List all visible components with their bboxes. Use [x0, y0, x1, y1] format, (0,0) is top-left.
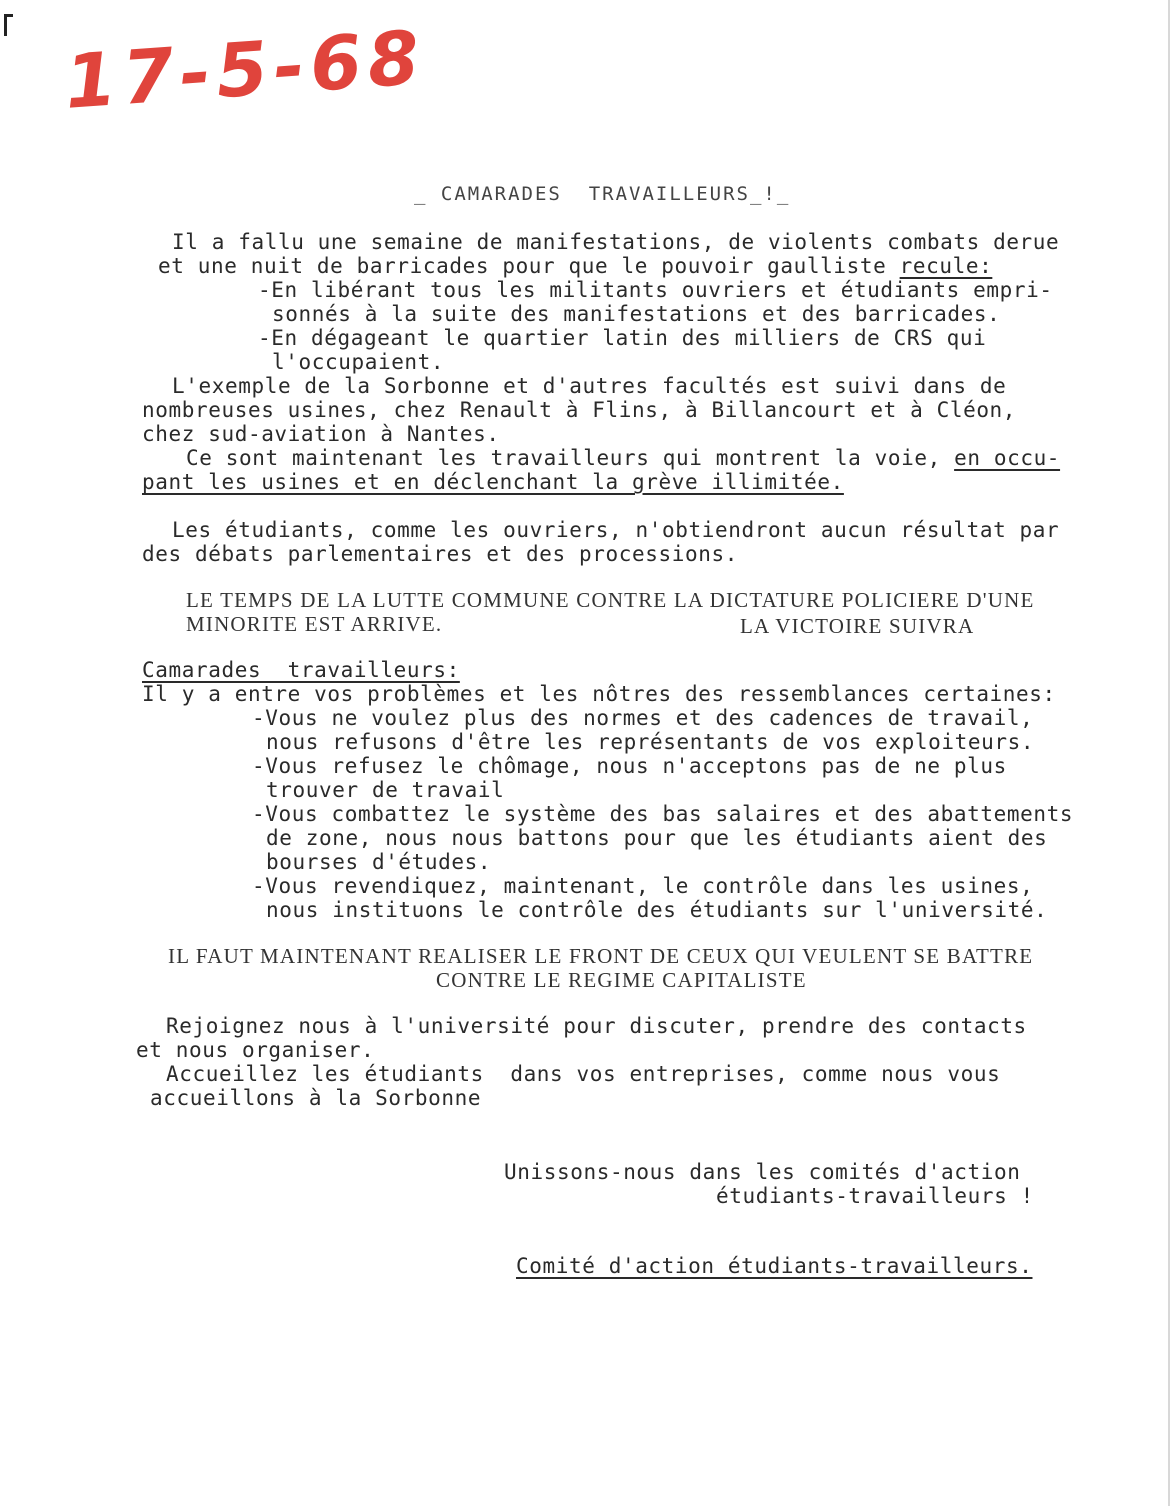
p4-intro: Il y a entre vos problèmes et les nôtres des ressemblances certaines:	[142, 682, 1056, 706]
section-heading: Camarades travailleurs:	[142, 658, 460, 682]
slogan1-line2: MINORITE EST ARRIVE.	[186, 612, 443, 636]
p5-line2: et nous organiser.	[136, 1038, 375, 1062]
occupation-underlined: en occu-	[954, 446, 1061, 470]
p2-line2: nombreuses usines, chez Renault à Flins, à Billancourt et à Cléon,	[142, 398, 1017, 422]
closing-line2: étudiants-travailleurs !	[716, 1184, 1034, 1208]
p4-bullet4-line1: -Vous revendiquez, maintenant, le contrôle dans les usines,	[252, 874, 1034, 898]
p4-bullet3-line2: de zone, nous nous battons pour que les étudiants aient des	[266, 826, 1048, 850]
p1-bullet1-line2: sonnés à la suite des manifestations et des barricades.	[272, 302, 1001, 326]
scan-corner-mark	[4, 14, 7, 36]
p2-line3: chez sud-aviation à Nantes.	[142, 422, 500, 446]
signature: Comité d'action étudiants-travailleurs.	[516, 1254, 1033, 1278]
leaflet-title: _ CAMARADES TRAVAILLEURS_!_	[414, 183, 791, 205]
p2-line4: Ce sont maintenant les travailleurs qui montrent la voie, en occu-	[186, 446, 1061, 470]
p2-line1: L'exemple de la Sorbonne et d'autres facultés est suivi dans de	[172, 374, 1007, 398]
p4-bullet2-line2: trouver de travail	[266, 778, 505, 802]
p5-line1: Rejoignez nous à l'université pour discuter, prendre des contacts	[166, 1014, 1027, 1038]
handwritten-date: 17-5-68	[62, 14, 428, 126]
p4-bullet3-line1: -Vous combattez le système des bas salaires et des abattements	[252, 802, 1074, 826]
recule-underlined: recule:	[899, 254, 993, 278]
p1-line1: Il a fallu une semaine de manifestations, de violents combats derue	[172, 230, 1060, 254]
slogan2-line1: IL FAUT MAINTENANT REALISER LE FRONT DE CEUX QUI VEULENT SE BATTRE	[168, 944, 1034, 968]
p1-bullet2-line2: l'occupaient.	[272, 350, 445, 374]
p4-bullet4-line2: nous instituons le contrôle des étudiants sur l'université.	[266, 898, 1048, 922]
p1-bullet1-line1: -En libérant tous les militants ouvriers et étudiants empri-	[258, 278, 1053, 302]
p4-bullet2-line1: -Vous refusez le chômage, nous n'acceptons pas de ne plus	[252, 754, 1007, 778]
p4-bullet3-line3: bourses d'études.	[266, 850, 492, 874]
slogan2-line2: CONTRE LE REGIME CAPITALISTE	[436, 968, 807, 992]
slogan1-line1: LE TEMPS DE LA LUTTE COMMUNE CONTRE LA DICTATURE POLICIERE D'UNE	[186, 588, 1035, 612]
p4-bullet1-line1: -Vous ne voulez plus des normes et des cadences de travail,	[252, 706, 1034, 730]
slogan1-victory: LA VICTOIRE SUIVRA	[740, 614, 975, 638]
p4-bullet1-line2: nous refusons d'être les représentants de vos exploiteurs.	[266, 730, 1035, 754]
p1-bullet2-line1: -En dégageant le quartier latin des milliers de CRS qui	[258, 326, 987, 350]
p2-line5: pant les usines et en déclenchant la grève illimitée.	[142, 470, 844, 494]
p3-line2: des débats parlementaires et des processions.	[142, 542, 738, 566]
p5-line3: Accueillez les étudiants dans vos entreprises, comme nous vous	[166, 1062, 1001, 1086]
closing-line1: Unissons-nous dans les comités d'action	[504, 1160, 1021, 1184]
scan-corner-mark-top	[4, 14, 13, 17]
p3-line1: Les étudiants, comme les ouvriers, n'obtiendront aucun résultat par	[172, 518, 1060, 542]
p1-line2: et une nuit de barricades pour que le pouvoir gaulliste recule:	[158, 254, 993, 278]
p5-line4: accueillons à la Sorbonne	[150, 1086, 482, 1110]
